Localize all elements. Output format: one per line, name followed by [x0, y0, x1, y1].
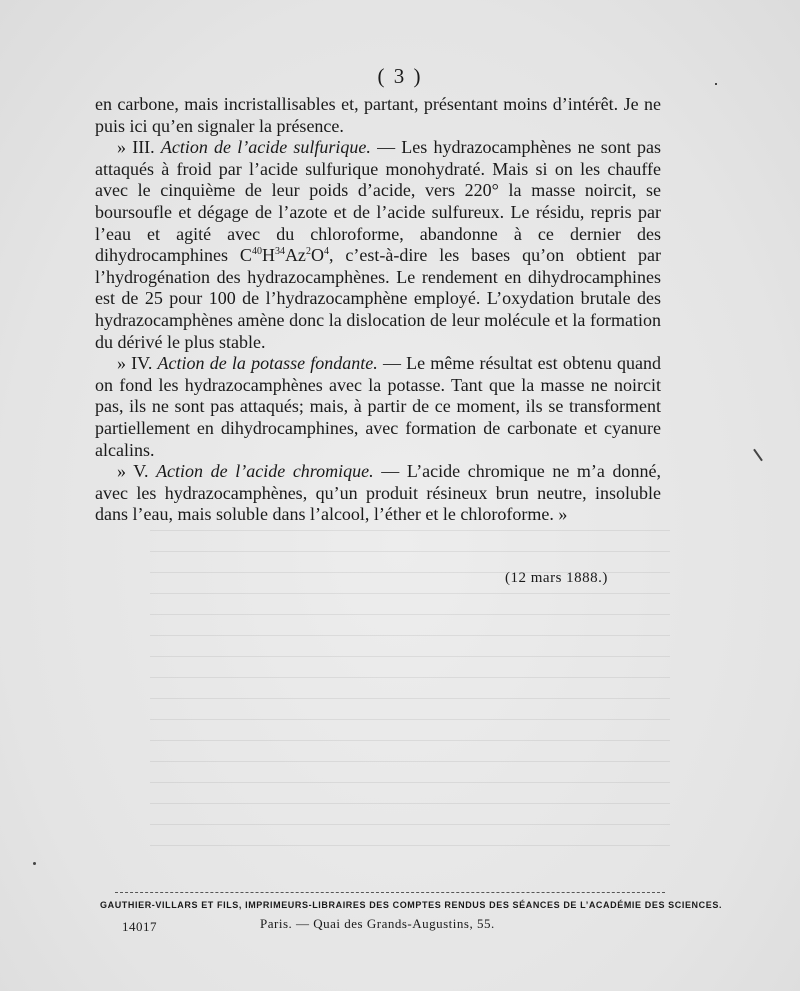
section-heading: Action de la potasse fondante. — [157, 353, 378, 374]
formula-superscript: 2 — [305, 246, 311, 258]
scan-speck — [715, 83, 717, 85]
printer-imprint: GAUTHIER-VILLARS ET FILS, IMPRIMEURS-LIBRAIRES DES COMPTES RENDUS DES SÉANCES DE L’ACADÉMIE DES SCIENCES. — [100, 900, 723, 910]
paragraph-section-v — [95, 461, 661, 526]
section-heading: Action de l’acide sulfurique. — [160, 137, 371, 158]
section-lead: » III. — [117, 137, 161, 158]
section-lead: » V. — [117, 461, 157, 482]
chemical-formula — [240, 245, 329, 265]
formula-element: C — [239, 245, 252, 266]
section-heading: Action de l’acide chromique. — [156, 461, 374, 482]
formula-superscript: 34 — [274, 246, 285, 258]
paragraph-text: , c’est-à-dire les bases qu’on obtient par l’hydrogénation des hydrazocamphènes. Le rendement en dihydrocamphines est de 25 pour 100 de l’hydrazocamphène employé. L’oxydation brutale des hydrazocamphènes amène donc la dislocation de leur molécule et la formation du dérivé le plus stable. — [95, 245, 661, 352]
body-text — [95, 94, 661, 526]
formula-superscript: 40 — [251, 246, 262, 258]
paragraph-section-iii — [95, 137, 661, 353]
footer-divider — [115, 892, 665, 893]
paragraph-text: — Les hydrazocamphènes ne sont pas attaqués à froid par l’acide sulfurique monohydraté. Mais si on les chauffe avec le cinquième de leur poids d’acide, vers 220° la masse noircit, se boursoufle et dégage de l’azote et de l’acide sulfureux. Le résidu, repris par l’eau et agité avec du chloroforme, abandonne à ce dernier des dihydrocamphines — [95, 137, 662, 266]
date-line: (12 mars 1888.) — [505, 570, 608, 586]
paragraph-text: — Le même résultat est obtenu quand on fond les hydrazocamphènes avec la potasse. Tant que la masse ne noircit pas, ils ne sont pas attaqués; mais, à partir de ce moment, ils se transforment partiellement en dihydrocamphines, avec formation de carbonate et cyanure alcalins. — [95, 353, 661, 460]
scan-speck — [33, 862, 36, 865]
paragraph-section-iv — [95, 353, 661, 461]
formula-element: Az — [284, 245, 306, 266]
paragraph-text: — L’acide chromique ne m’a donné, avec les hydrazocamphènes, qu’un produit résineux brun neutre, insoluble dans l’eau, mais soluble dans l’alcool, l’éther et le chloroforme. » — [95, 461, 661, 525]
formula-element: H — [261, 245, 275, 266]
formula-superscript: 4 — [323, 246, 329, 258]
paragraph-text: en carbone, mais incristallisables et, partant, présentant moins d’intérêt. Je ne puis ici qu’en signaler la présence. — [95, 94, 661, 136]
printer-address: Paris. — Quai des Grands-Augustins, 55. — [260, 916, 495, 931]
formula-element: O — [310, 245, 324, 266]
page-number: ( 3 ) — [377, 64, 423, 88]
scan-speck — [753, 449, 763, 462]
paragraph-intro — [95, 94, 661, 137]
print-number: 14017 — [122, 919, 157, 934]
section-lead: » IV. — [117, 353, 158, 374]
